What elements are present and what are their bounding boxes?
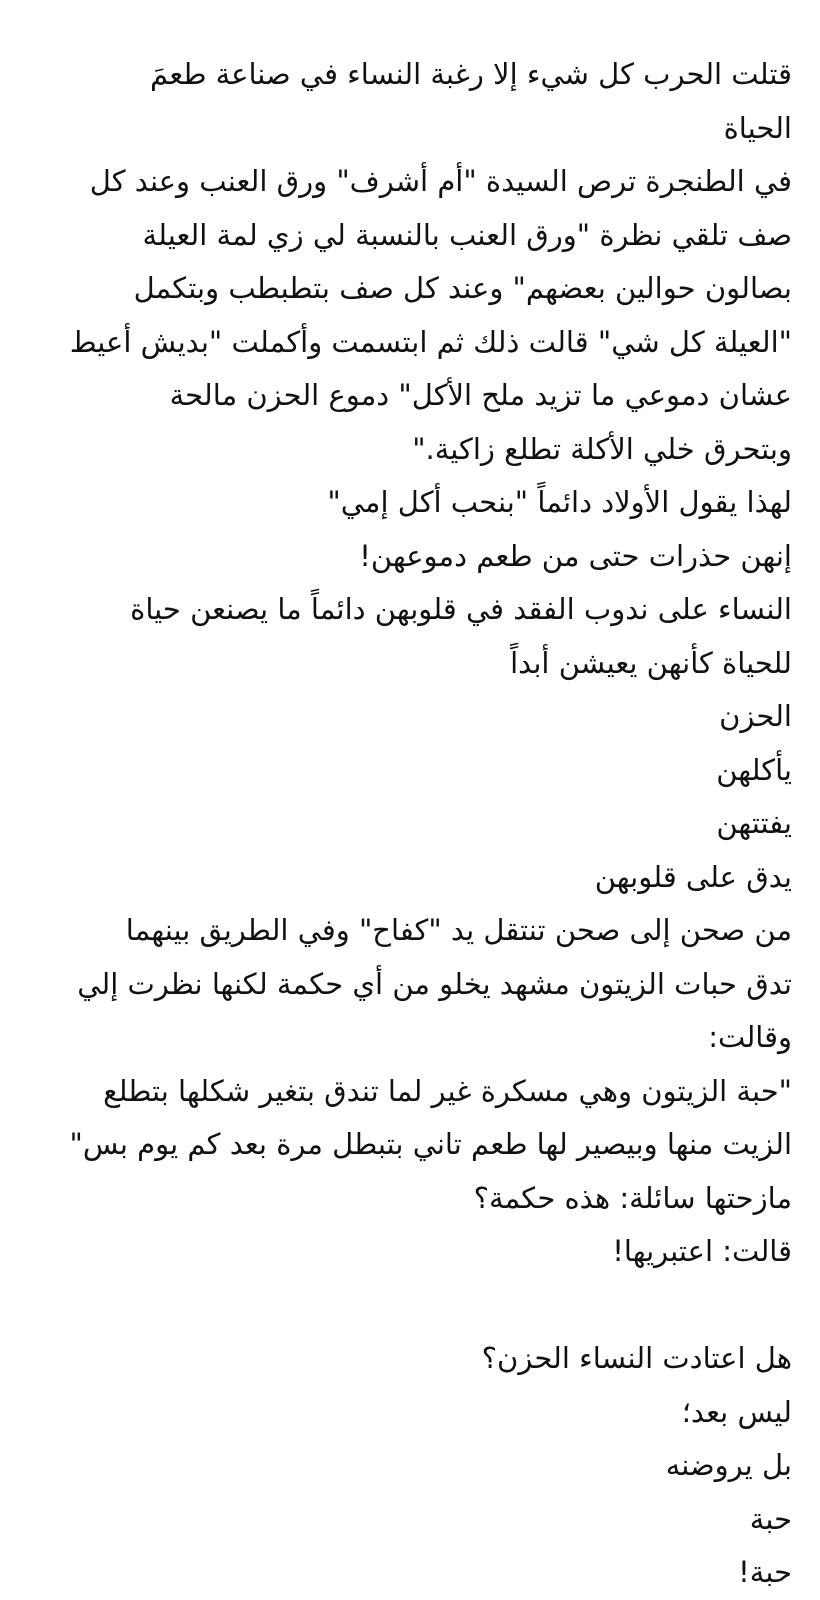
text-line: بل يروضنه <box>665 1448 792 1482</box>
text-line: "العيلة كل شي" قالت ذلك ثم ابتسمت وأكملت "بديش أعيط <box>69 324 792 359</box>
text-line: هل اعتادت النساء الحزن؟ <box>481 1341 792 1375</box>
text-line: وبتحرق خلي الأكلة تطلع زاكية." <box>412 431 792 466</box>
text-line: الحزن <box>719 699 792 733</box>
text-line: الزيت منها وبيصير لها طعم تاني بتبطل مرة بعد كم يوم بس" <box>69 1127 792 1161</box>
text-line: للحياة كأنهن يعيشن أبداً <box>510 645 792 680</box>
text-line: صف تلقي نظرة "ورق العنب بالنسبة لي زي لمة العيلة <box>142 217 792 252</box>
text-line: يأكلهن <box>716 752 792 787</box>
text-line: ليس بعد؛ <box>681 1394 792 1429</box>
text-line: تدق حبات الزيتون مشهد يخلو من أي حكمة لكنها نظرت إلي <box>77 966 792 1001</box>
blank-line <box>18 1279 792 1333</box>
text-line: من صحن إلى صحن تنتقل يد "كفاح" وفي الطريق بينهما <box>125 913 792 947</box>
text-line: حبة <box>749 1501 792 1536</box>
text-line: في الطنجرة ترص السيدة "أم أشرف" ورق العنب وعند كل <box>89 164 792 198</box>
text-line: يفتتهن <box>716 806 792 840</box>
text-line: عشان دموعي ما تزيد ملح الأكل" دموع الحزن مالحة <box>169 378 792 412</box>
text-line: "حبة الزيتون وهي مسكرة غير لما تندق بتغير شكلها بتطلع <box>103 1073 792 1108</box>
text-line: إنهن حذرات حتى من طعم دموعهن! <box>359 538 792 573</box>
text-line: الحياة <box>723 110 792 145</box>
text-line: يدق على قلوبهن <box>594 859 792 894</box>
text-line: النساء على ندوب الفقد في قلوبهن دائماً ما يصنعن حياة <box>130 592 792 626</box>
text-line: لهذا يقول الأولاد دائماً "بنحب أكل إمي" <box>327 485 792 519</box>
text-line: قالت: اعتبريها! <box>612 1234 792 1268</box>
text-line: بصالون حوالين بعضهم" وعند كل صف بتطبطب وبتكمل <box>133 271 792 305</box>
text-line: مازحتها سائلة: هذه حكمة؟ <box>473 1180 792 1215</box>
text-line: وقالت: <box>708 1020 792 1054</box>
document-body <box>18 48 792 1600</box>
text-line: حبة! <box>738 1555 792 1589</box>
text-line: قتلت الحرب كل شيء إلا رغبة النساء في صناعة طعمَ <box>150 57 792 91</box>
